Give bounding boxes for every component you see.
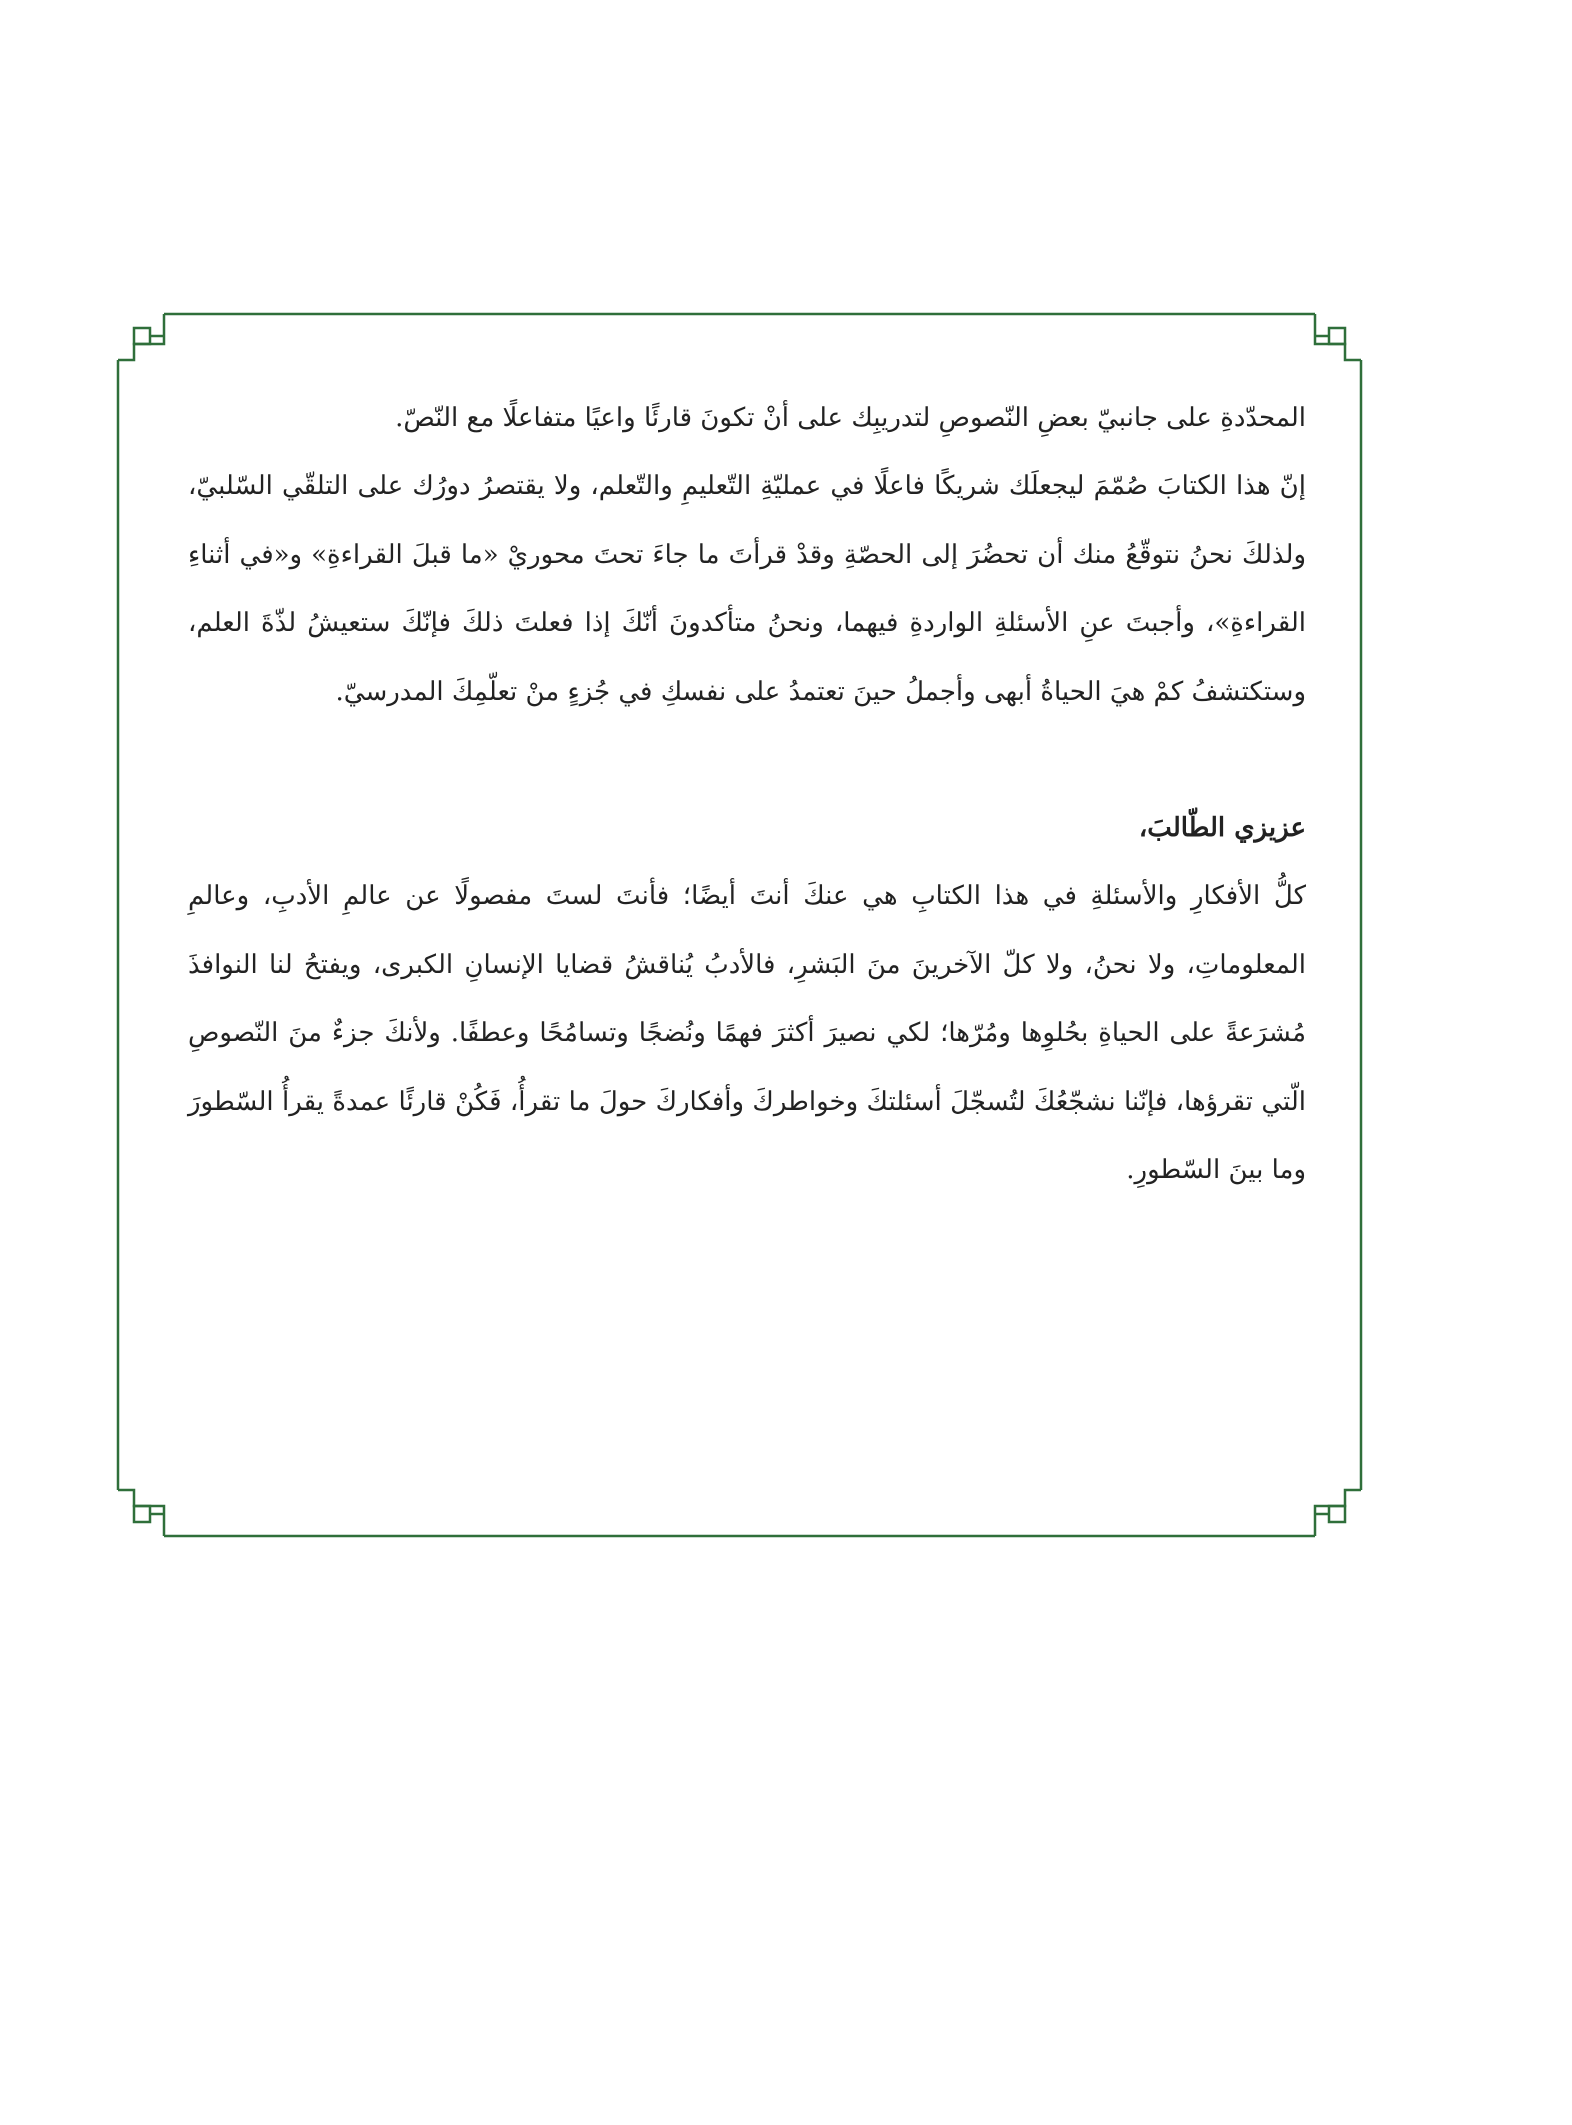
corner-ornament-bottom-left — [118, 1490, 164, 1536]
corner-ornament-top-left — [118, 314, 164, 360]
greeting-heading: عزيزي الطّالبَ، — [1138, 813, 1306, 844]
paragraph-1: المحدّدةِ على جانبيّ بعضِ النّصوصِ لتدريبِك على أنْ تكونَ قارئًا واعيًا متفاعلًا مع النّصّ. — [395, 403, 1306, 433]
intro-text-block — [188, 384, 1306, 1204]
corner-ornament-top-right — [1315, 314, 1361, 360]
paragraph-3: كلُّ الأفكارِ والأسئلةِ في هذا الكتابِ هي عنكَ أنتَ أيضًا؛ فأنتَ لستَ مفصولًا عن عالمِ الأدبِ، وعالمِ المعلوماتِ، ولا نحنُ، ولا كلّ الآخرينَ منَ البَشرِ، فالأدبُ يُناقشُ قضايا الإنسانِ الكبرى، ويفتحُ لنا النوافذَ مُشرَعةً على الحياةِ بحُلوِها ومُرّها؛ لكي نصيرَ أكثرَ فهمًا ونُضجًا وتسامُحًا وعطفًا. ولأنكَ جزءٌ منَ النّصوصِ الّتي تقرؤها، فإنّنا نشجّعُكَ لتُسجّلَ أسئلتكَ وخواطركَ وأفكاركَ حولَ ما تقرأُ، فَكُنْ قارئًا عمدةً يقرأُ السّطورَ وما بينَ السّطورِ. — [188, 881, 1306, 1186]
paragraph-2: إنّ هذا الكتابَ صُمّمَ ليجعلَك شريكًا فاعلًا في عمليّةِ التّعليمِ والتّعلم، ولا يقتصرُ دورُك على التلقّي السّلبيّ، ولذلكَ نحنُ نتوقّعُ منك أن تحضُرَ إلى الحصّةِ وقدْ قرأتَ ما جاءَ تحتَ محوريْ «ما قبلَ القراءةِ» و«في أثناءِ القراءةِ»، وأجبتَ عنِ الأسئلةِ الواردةِ فيهما، ونحنُ متأكدونَ أنّكَ إذا فعلتَ ذلكَ فإنّكَ ستعيشُ لذّةَ العلم، وستكتشفُ كمْ هيَ الحياةُ أبهى وأجملُ حينَ تعتمدُ على نفسكِ في جُزءٍ منْ تعلّمِكَ المدرسيّ. — [188, 471, 1306, 707]
corner-ornament-bottom-right — [1315, 1490, 1361, 1536]
paragraph-spacer — [188, 726, 1306, 794]
